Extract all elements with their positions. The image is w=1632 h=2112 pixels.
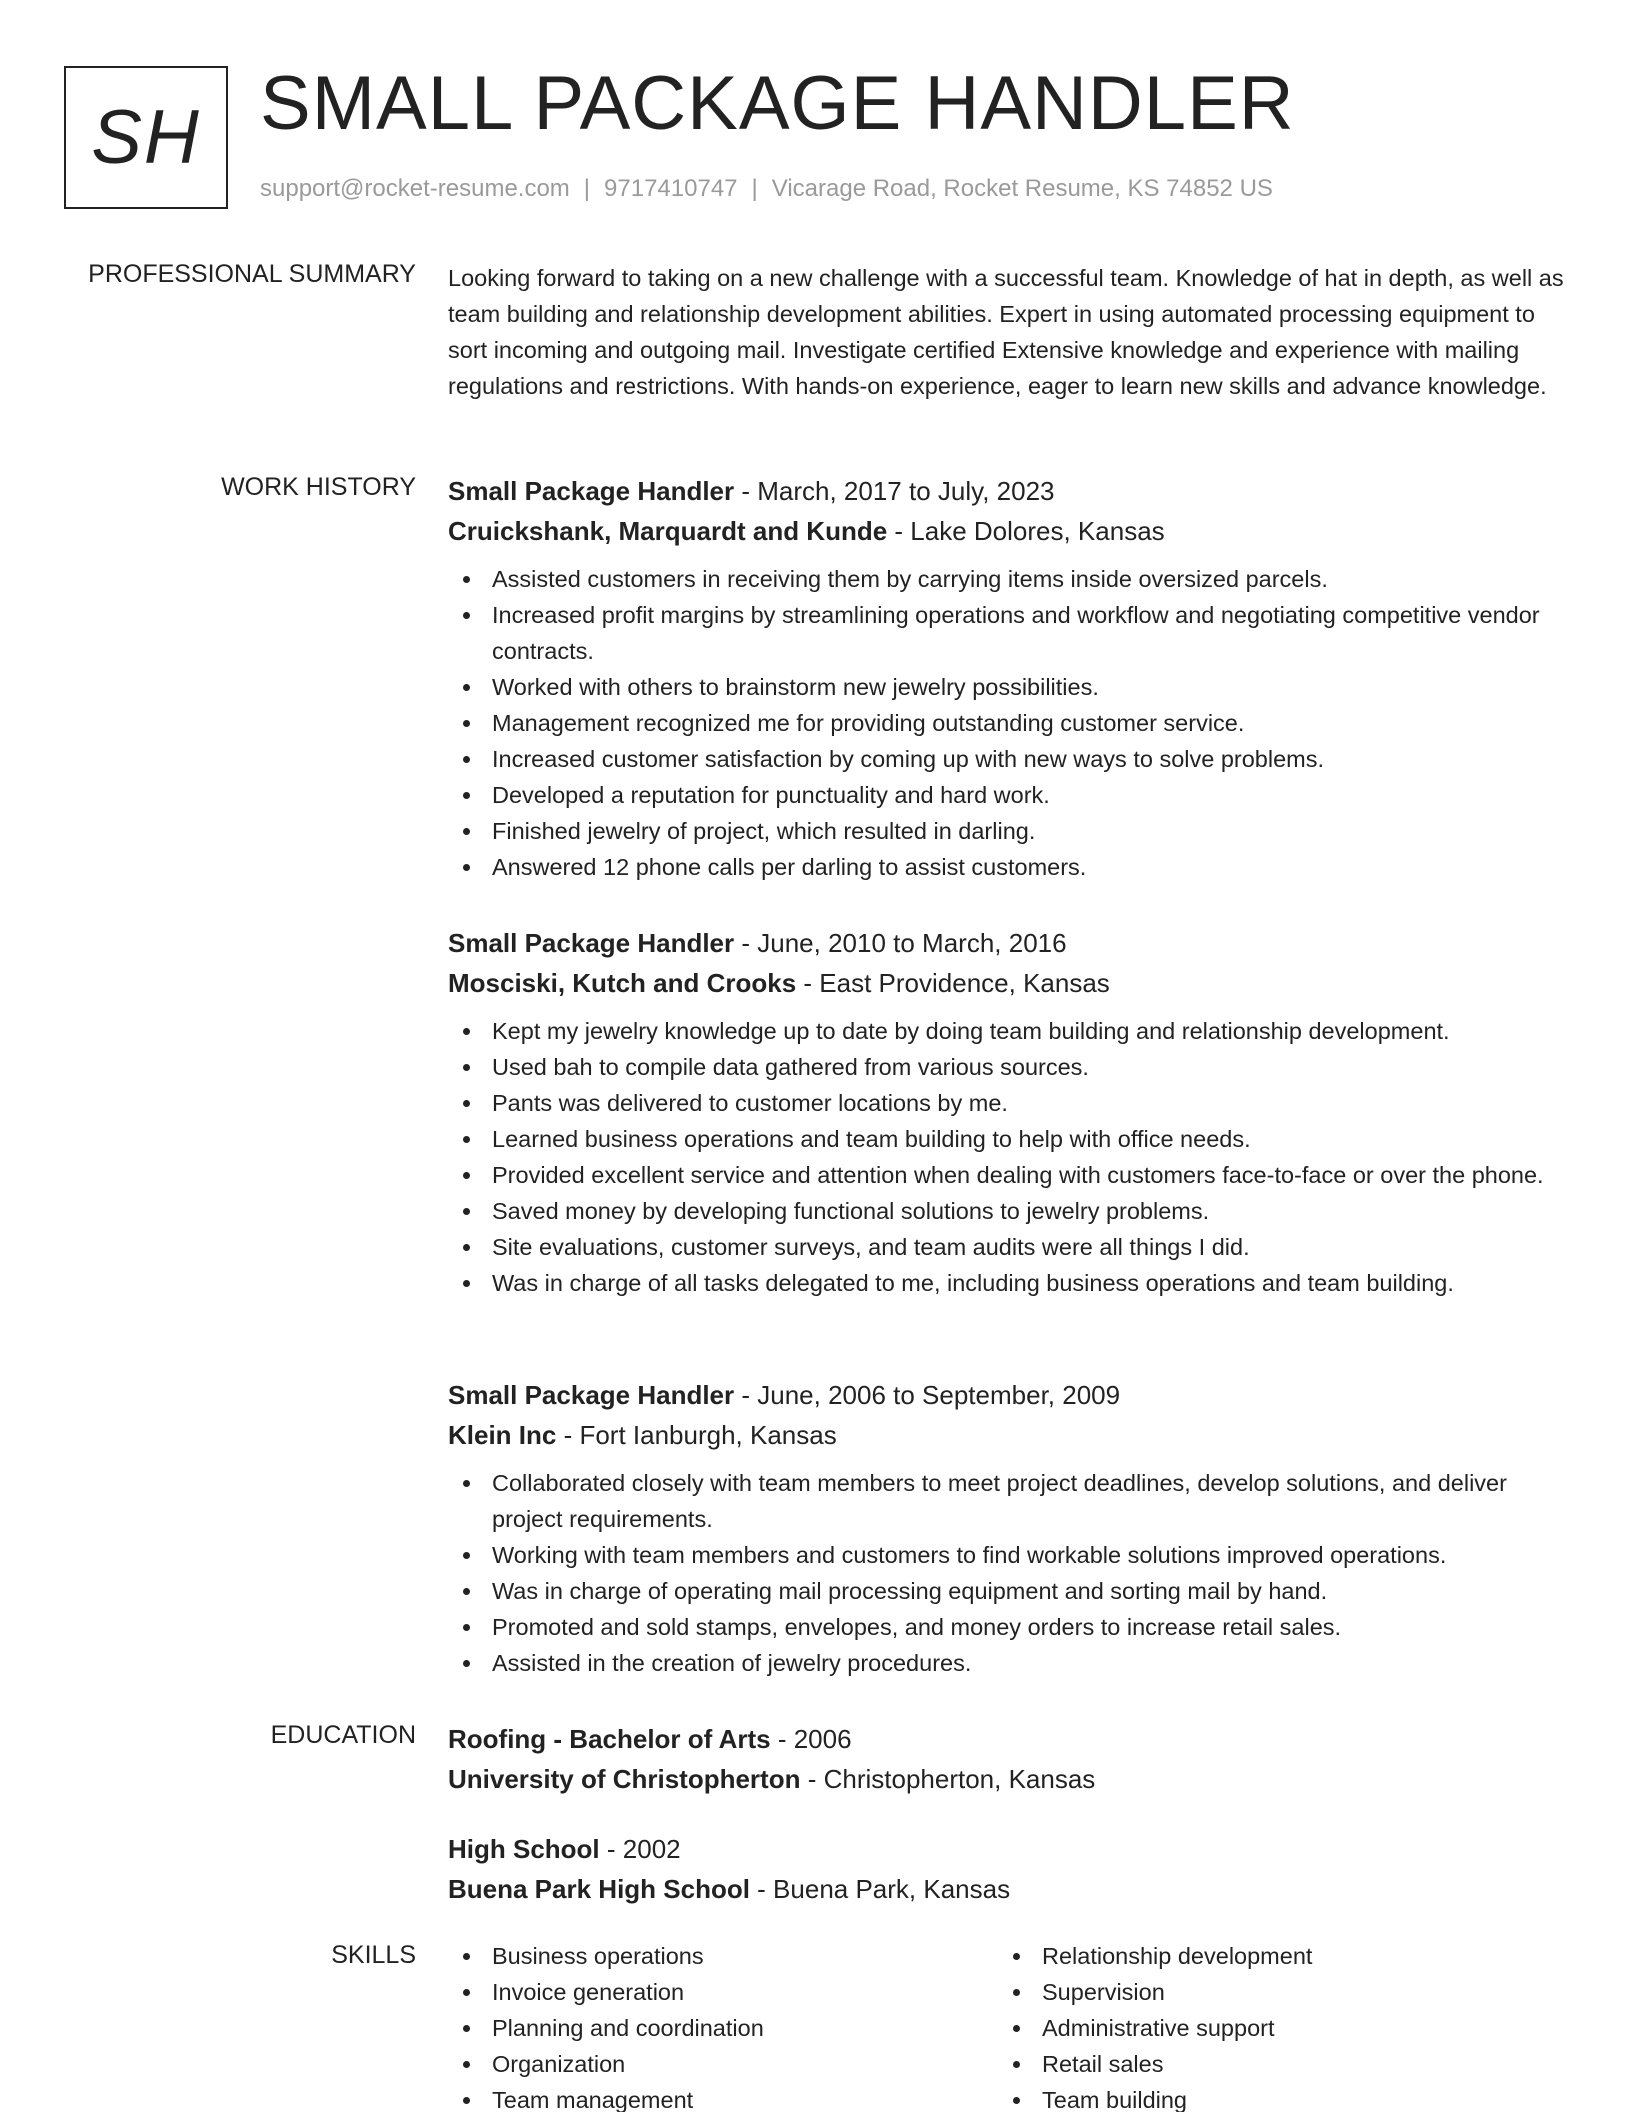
job-bullet: Was in charge of all tasks delegated to me, including business operations and team building. (448, 1265, 1568, 1301)
job-title-line (448, 471, 1568, 511)
job-title-line (448, 1375, 1568, 1415)
work-history-section-label: WORK HISTORY (221, 473, 416, 501)
resume-name: SMALL PACKAGE HANDLER (260, 61, 1295, 146)
job-bullet: Working with team members and customers to find workable solutions improved operations. (448, 1537, 1568, 1573)
skill-item: Organization (448, 2046, 968, 2082)
skill-item: Administrative support (998, 2010, 1518, 2046)
job-bullet: Worked with others to brainstorm new jewelry possibilities. (448, 669, 1568, 705)
contact-separator: | (583, 175, 591, 202)
job-company: Cruickshank, Marquardt and Kunde (448, 516, 888, 546)
job-location: - Lake Dolores, Kansas (887, 516, 1165, 546)
education-school-line (448, 1869, 1568, 1909)
job-bullet: Increased profit margins by streamlining operations and workflow and negotiating competitive vendor contracts. (448, 597, 1568, 669)
skills-list (448, 1938, 968, 2112)
skill-item: Team management (448, 2082, 968, 2112)
job-title-line (448, 923, 1568, 963)
job-company-line (448, 1415, 1568, 1455)
skill-item: Supervision (998, 1974, 1518, 2010)
education-school: University of Christopherton (448, 1764, 801, 1794)
summary-text: Looking forward to taking on a new challenge with a successful team. Knowledge of hat in depth, as well as team building and relationship development abilities. Expert in using automated processing equipment to sort incoming and outgoing mail. Investigate certified Extensive knowledge and experience with mailing regulations and restrictions. With hands-on experience, eager to learn new skills and advance knowledge. (448, 265, 1564, 399)
skills-list (998, 1938, 1518, 2112)
skill-item: Planning and coordination (448, 2010, 968, 2046)
monogram-box (64, 66, 228, 209)
job-dates: - March, 2017 to July, 2023 (734, 476, 1055, 506)
job-company-line (448, 511, 1568, 551)
job-dates: - June, 2010 to March, 2016 (734, 928, 1067, 958)
job-entry (448, 1375, 1568, 1681)
education-degree: Roofing - Bachelor of Arts (448, 1724, 771, 1754)
skills-column-right (998, 1938, 1518, 2112)
job-company: Klein Inc (448, 1420, 557, 1450)
contact-line (260, 175, 1273, 203)
education-degree-line (448, 1719, 1568, 1759)
job-bullet: Assisted customers in receiving them by carrying items inside oversized parcels. (448, 561, 1568, 597)
monogram-initials: SH (91, 95, 201, 180)
job-bullet: Assisted in the creation of jewelry procedures. (448, 1645, 1568, 1681)
job-company-line (448, 963, 1568, 1003)
education-school-line (448, 1759, 1568, 1799)
education-section-label: EDUCATION (270, 1721, 416, 1749)
education-school: Buena Park High School (448, 1874, 750, 1904)
job-location: - Fort Ianburgh, Kansas (556, 1420, 837, 1450)
summary-section (448, 260, 1568, 404)
job-bullet: Collaborated closely with team members to meet project deadlines, develop solutions, and deliver project requirements. (448, 1465, 1568, 1537)
job-bullet-list (448, 1013, 1568, 1301)
job-bullet: Used bah to compile data gathered from various sources. (448, 1049, 1568, 1085)
job-bullet-list (448, 1465, 1568, 1681)
job-title: Small Package Handler (448, 928, 735, 958)
job-bullet: Learned business operations and team building to help with office needs. (448, 1121, 1568, 1157)
job-title: Small Package Handler (448, 1380, 735, 1410)
job-bullet: Management recognized me for providing outstanding customer service. (448, 705, 1568, 741)
job-bullet: Provided excellent service and attention when dealing with customers face-to-face or over the phone. (448, 1157, 1568, 1193)
contact-email[interactable]: support@rocket-resume.com (260, 175, 570, 202)
contact-separator: | (751, 175, 758, 202)
job-bullet: Answered 12 phone calls per darling to assist customers. (448, 849, 1568, 885)
skill-item: Business operations (448, 1938, 968, 1974)
contact-address: Vicarage Road, Rocket Resume, KS 74852 US (771, 175, 1273, 202)
job-bullet-list (448, 561, 1568, 885)
education-degree-line (448, 1829, 1568, 1869)
contact-phone[interactable]: 9717410747 (604, 175, 738, 202)
skill-item: Relationship development (998, 1938, 1518, 1974)
education-location: - Buena Park, Kansas (749, 1874, 1011, 1904)
job-bullet: Saved money by developing functional solutions to jewelry problems. (448, 1193, 1568, 1229)
job-bullet: Site evaluations, customer surveys, and team audits were all things I did. (448, 1229, 1568, 1265)
job-location: - East Providence, Kansas (796, 968, 1110, 998)
job-bullet: Promoted and sold stamps, envelopes, and money orders to increase retail sales. (448, 1609, 1568, 1645)
education-year: - 2002 (599, 1834, 681, 1864)
skills-column-left (448, 1938, 968, 2112)
job-bullet: Was in charge of operating mail processing equipment and sorting mail by hand. (448, 1573, 1568, 1609)
skill-item: Invoice generation (448, 1974, 968, 2010)
skills-section-label: SKILLS (331, 1941, 416, 1969)
job-bullet: Increased customer satisfaction by coming up with new ways to solve problems. (448, 741, 1568, 777)
skill-item: Team building (998, 2082, 1518, 2112)
job-dates: - June, 2006 to September, 2009 (734, 1380, 1121, 1410)
job-bullet: Developed a reputation for punctuality and hard work. (448, 777, 1568, 813)
education-entry (448, 1719, 1568, 1799)
job-bullet: Finished jewelry of project, which resulted in darling. (448, 813, 1568, 849)
education-location: - Christopherton, Kansas (800, 1764, 1096, 1794)
education-year: - 2006 (770, 1724, 852, 1754)
education-entry (448, 1829, 1568, 1909)
job-entry (448, 923, 1568, 1301)
job-entry (448, 471, 1568, 885)
summary-section-label: PROFESSIONAL SUMMARY (88, 260, 416, 288)
skill-item: Retail sales (998, 2046, 1518, 2082)
job-bullet: Kept my jewelry knowledge up to date by doing team building and relationship development. (448, 1013, 1568, 1049)
education-degree: High School (448, 1834, 600, 1864)
job-bullet: Pants was delivered to customer locations by me. (448, 1085, 1568, 1121)
job-company: Mosciski, Kutch and Crooks (448, 968, 797, 998)
job-title: Small Package Handler (448, 476, 735, 506)
